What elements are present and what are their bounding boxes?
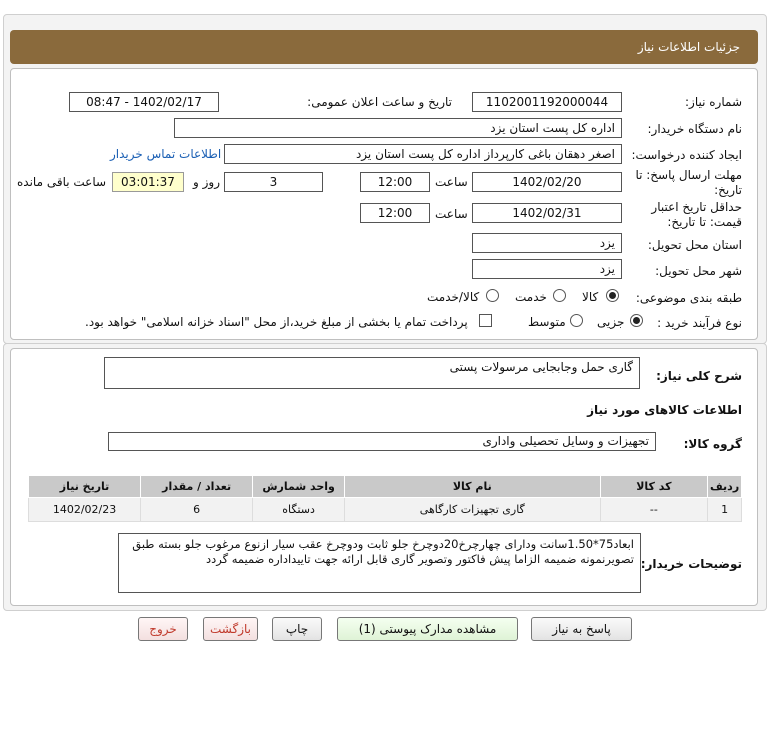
- days-field: 3: [224, 172, 323, 192]
- cell-unit: دستگاه: [253, 498, 345, 522]
- validity-time-field: 12:00: [360, 203, 430, 223]
- category-both-label: کالا/خدمت: [427, 290, 480, 304]
- deadline-time-field: 12:00: [360, 172, 430, 192]
- process-small-label: جزیی: [597, 315, 625, 329]
- creator-label: ایجاد کننده درخواست:: [631, 148, 742, 162]
- category-goods-radio[interactable]: [606, 289, 619, 302]
- buyer-desc-label: توضیحات خریدار:: [640, 557, 742, 571]
- category-both-radio[interactable]: [486, 289, 499, 302]
- col-header-need-date: تاریخ نیاز: [29, 476, 141, 498]
- treasury-payment-note: پرداخت تمام یا بخشی از مبلغ خرید،از محل "اسناد خزانه اسلامی" خواهد بود.: [85, 315, 468, 329]
- need-number-field: 1102001192000044: [472, 92, 622, 112]
- category-service-radio[interactable]: [553, 289, 566, 302]
- deadline-label-date: تاریخ:: [714, 183, 742, 197]
- validity-label-date: قیمت: تا تاریخ:: [667, 215, 742, 229]
- process-small-radio[interactable]: [630, 314, 643, 327]
- goods-group-label: گروه کالا:: [683, 437, 742, 451]
- deadline-time-label: ساعت: [435, 175, 468, 189]
- treasury-payment-checkbox[interactable]: [479, 314, 492, 327]
- announce-date-field: 1402/02/17 - 08:47: [69, 92, 219, 112]
- category-goods-label: کالا: [582, 290, 599, 304]
- back-button[interactable]: بازگشت: [203, 617, 258, 641]
- validity-time-label: ساعت: [435, 207, 468, 221]
- days-label: روز و: [193, 175, 220, 189]
- page-header: [10, 30, 758, 64]
- buyer-desc-field: ابعاد75*1.50سانت ودارای چهارچرخ20دوچرخ جلو ثابت ودوچرخ عقب سیار ازنوع مرغوب جلو بسته طبق تصویرنمونه ضمیمه الزاما پیش فاکتور وتصویر گاری قابل ارائه جهت تاییداداره ضمیمه گردد: [118, 533, 641, 593]
- city-label: شهر محل تحویل:: [655, 264, 742, 278]
- cell-need-date: 1402/02/23: [29, 498, 141, 522]
- remaining-time-field: 03:01:37: [112, 172, 184, 192]
- print-button[interactable]: چاپ: [272, 617, 322, 641]
- announce-date-label: تاریخ و ساعت اعلان عمومی:: [307, 95, 452, 109]
- process-label: نوع فرآیند خرید :: [657, 316, 742, 330]
- validity-label: حداقل تاریخ اعتبار: [651, 200, 742, 214]
- creator-field: اصغر دهقان باغی کارپرداز اداره کل پست استان یزد: [224, 144, 622, 164]
- exit-button[interactable]: خروج: [138, 617, 188, 641]
- process-medium-label: متوسط: [528, 315, 566, 329]
- view-attachments-button[interactable]: مشاهده مدارک پیوستی (1): [337, 617, 518, 641]
- buyer-org-field: اداره کل پست استان یزد: [174, 118, 622, 138]
- goods-info-title: اطلاعات کالاهای مورد نیاز: [587, 403, 742, 417]
- goods-group-field: تجهیزات و وسایل تحصیلی واداری: [108, 432, 656, 451]
- need-number-label: شماره نیاز:: [685, 95, 742, 109]
- cell-row-number: 1: [708, 498, 742, 522]
- summary-field: گاری حمل وجابجایی مرسولات پستی: [104, 357, 640, 389]
- goods-table: [28, 475, 742, 522]
- category-label: طبقه بندی موضوعی:: [635, 291, 742, 305]
- city-field: یزد: [472, 259, 622, 279]
- buyer-org-label: نام دستگاه خریدار:: [647, 122, 742, 136]
- cell-quantity: 6: [141, 498, 253, 522]
- reply-button[interactable]: پاسخ به نیاز: [531, 617, 632, 641]
- col-header-unit: واحد شمارش: [253, 476, 345, 498]
- cell-name: گاری تجهیزات کارگاهی: [345, 498, 601, 522]
- col-header-row-number: ردیف: [708, 476, 742, 498]
- buyer-contact-link[interactable]: اطلاعات تماس خریدار: [110, 147, 222, 161]
- remaining-time-label: ساعت باقی مانده: [17, 175, 107, 189]
- page-title: جزئیات اطلاعات نیاز: [637, 40, 740, 54]
- category-service-label: خدمت: [515, 290, 547, 304]
- deadline-label: مهلت ارسال پاسخ: تا: [635, 168, 742, 182]
- table-row: [29, 498, 742, 522]
- process-medium-radio[interactable]: [570, 314, 583, 327]
- summary-label: شرح کلی نیاز:: [656, 369, 742, 383]
- col-header-quantity: تعداد / مقدار: [141, 476, 253, 498]
- deadline-date-field: 1402/02/20: [472, 172, 622, 192]
- col-header-name: نام کالا: [345, 476, 601, 498]
- col-header-code: کد کالا: [600, 476, 708, 498]
- validity-date-field: 1402/02/31: [472, 203, 622, 223]
- province-label: استان محل تحویل:: [647, 238, 742, 252]
- province-field: یزد: [472, 233, 622, 253]
- cell-code: --: [600, 498, 708, 522]
